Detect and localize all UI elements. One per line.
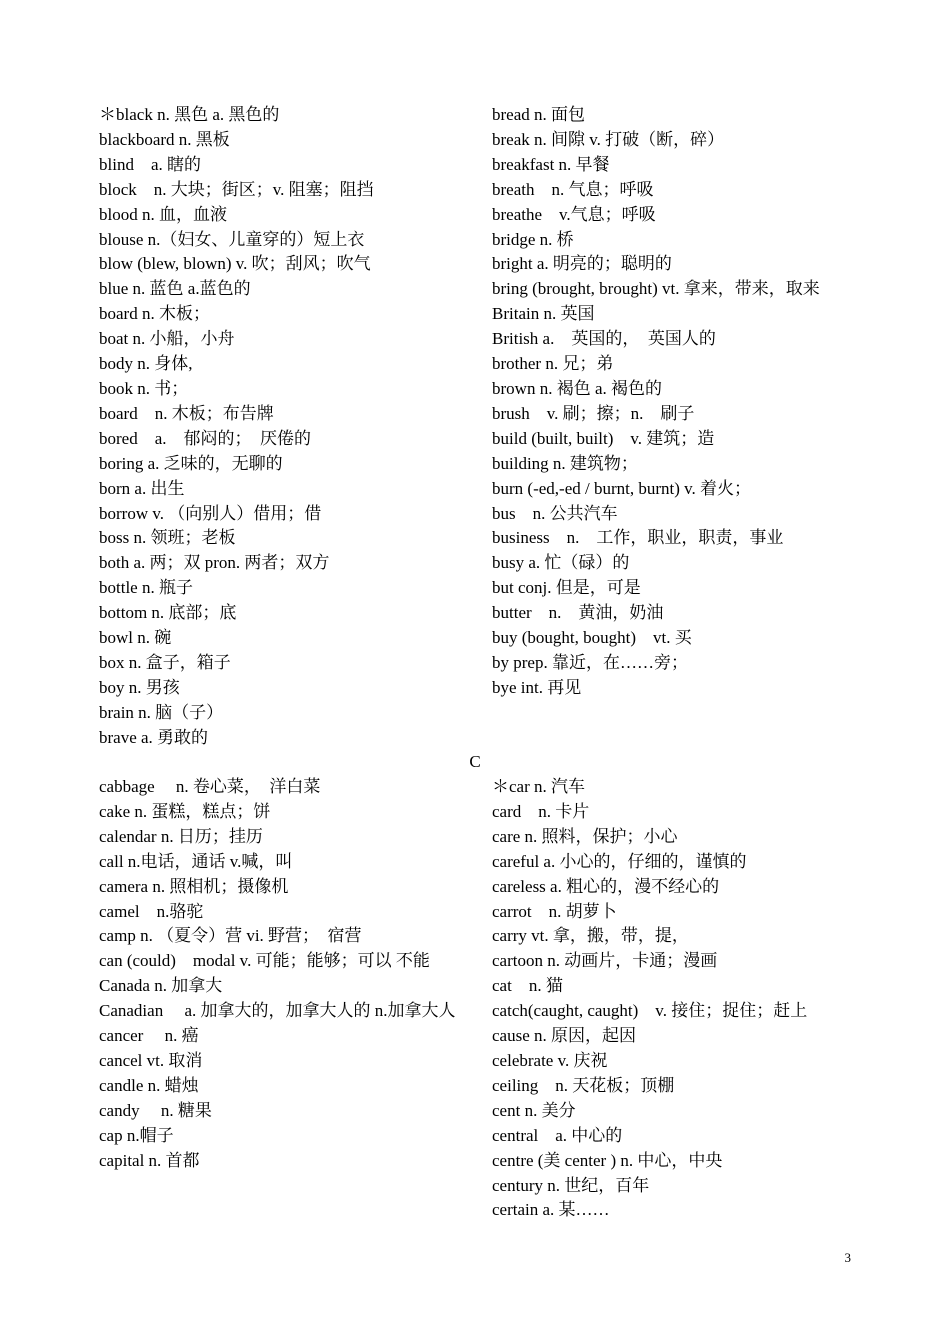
b-words-left-column <box>99 103 461 751</box>
word-entry: but conj. 但是，可是 <box>492 578 641 598</box>
word-entry: borrow v. （向别人）借用；借 <box>99 503 322 523</box>
word-entry: ＊car n. 汽车 <box>492 777 586 796</box>
word-entry: carry vt. 拿，搬，带，提， <box>492 926 689 946</box>
word-entry: blouse n.（妇女、儿童穿的）短上衣 <box>99 229 365 249</box>
word-entry: brave a. 勇敢的 <box>99 727 209 747</box>
word-entry: candle n. 蜡烛 <box>99 1075 199 1095</box>
word-entry: candy n. 糖果 <box>99 1100 212 1120</box>
word-entry: ceiling n. 天花板；顶棚 <box>492 1075 675 1095</box>
word-entry: busy a. 忙（碌）的 <box>492 553 630 573</box>
word-entry: catch(caught, caught) v. 接住；捉住；赶上 <box>492 1001 808 1021</box>
word-entry: bright a. 明亮的；聪明的 <box>492 254 672 274</box>
word-entry: centre (美 center ) n. 中心，中央 <box>492 1150 723 1170</box>
word-entry: celebrate v. 庆祝 <box>492 1050 608 1070</box>
word-entry: careless a. 粗心的，漫不经心的 <box>492 876 720 896</box>
word-entry: bowl n. 碗 <box>99 628 172 648</box>
word-entry: cap n.帽子 <box>99 1125 174 1145</box>
word-entry: brush v. 刷；擦；n. 刷子 <box>492 403 695 423</box>
word-entry: can (could) modal v. 可能；能够；可以 不能 <box>99 951 430 971</box>
word-entry: cat n. 猫 <box>492 976 563 996</box>
word-entry: burn (-ed,-ed / burnt, burnt) v. 着火； <box>492 478 752 498</box>
word-entry: camp n. （夏令）营 vi. 野营； 宿营 <box>99 926 362 946</box>
word-entry: breathe v.气息；呼吸 <box>492 204 656 224</box>
word-entry: camel n.骆驼 <box>99 901 204 921</box>
word-entry: care n. 照料，保护；小心 <box>492 826 678 846</box>
word-entry: brown n. 褐色 a. 褐色的 <box>492 378 662 398</box>
word-entry: century n. 世纪，百年 <box>492 1175 650 1195</box>
word-entry: build (built, built) v. 建筑；造 <box>492 428 715 448</box>
word-entry: business n. 工作，职业，职责，事业 <box>492 528 784 548</box>
word-entry: building n. 建筑物； <box>492 453 638 473</box>
word-entry: cabbage n. 卷心菜， 洋白菜 <box>99 777 321 796</box>
c-words-left-column <box>99 775 461 1174</box>
word-entry: ＊black n. 黑色 a. 黑色的 <box>99 105 280 124</box>
word-entry: box n. 盒子，箱子 <box>99 652 231 672</box>
word-entry: card n. 卡片 <box>492 801 590 821</box>
word-entry: central a. 中心的 <box>492 1125 623 1145</box>
word-entry: brother n. 兄；弟 <box>492 354 614 374</box>
word-entry: Canadian a. 加拿大的，加拿大人的 n.加拿大人 <box>99 1001 456 1021</box>
word-entry: boat n. 小船，小舟 <box>99 329 235 349</box>
section-heading-c: C <box>469 752 481 771</box>
word-entry: capital n. 首都 <box>99 1150 200 1170</box>
word-entry: bridge n. 桥 <box>492 229 574 249</box>
word-entry: boy n. 男孩 <box>99 677 180 697</box>
word-entry: blue n. 蓝色 a.蓝色的 <box>99 279 251 299</box>
word-entry: block n. 大块；街区；v. 阻塞；阻挡 <box>99 179 374 199</box>
word-entry: body n. 身体, <box>99 354 193 374</box>
word-entry: cancer n. 癌 <box>99 1026 199 1046</box>
word-entry: cause n. 原因，起因 <box>492 1026 637 1046</box>
word-entry: board n. 木板；布告牌 <box>99 403 274 423</box>
word-entry: certain a. 某…… <box>492 1200 610 1220</box>
page-number: 3 <box>844 1250 851 1265</box>
word-entry: boss n. 领班；老板 <box>99 528 236 548</box>
word-entry: bye int. 再见 <box>492 677 582 697</box>
word-entry: bread n. 面包 <box>492 105 586 124</box>
word-entry: carrot n. 胡萝卜 <box>492 901 617 921</box>
word-entry: cake n. 蛋糕，糕点；饼 <box>99 801 271 821</box>
word-entry: blood n. 血，血液 <box>99 204 227 224</box>
b-words-right-column <box>492 103 854 701</box>
word-entry: cancel vt. 取消 <box>99 1050 203 1070</box>
word-entry: by prep. 靠近，在……旁； <box>492 652 688 672</box>
word-entry: breakfast n. 早餐 <box>492 154 610 174</box>
word-entry: break n. 间隙 v. 打破（断，碎） <box>492 129 725 149</box>
word-entry: call n.电话，通话 v.喊，叫 <box>99 851 293 871</box>
word-entry: bored a. 郁闷的； 厌倦的 <box>99 428 312 448</box>
word-entry: board n. 木板； <box>99 304 210 324</box>
c-words-right-column <box>492 775 854 1223</box>
word-entry: book n. 书； <box>99 378 189 398</box>
word-entry: buy (bought, bought) vt. 买 <box>492 628 692 648</box>
word-entry: bottle n. 瓶子 <box>99 578 193 598</box>
word-entry: boring a. 乏味的，无聊的 <box>99 453 283 473</box>
word-entry: butter n. 黄油，奶油 <box>492 603 664 623</box>
word-entry: cent n. 美分 <box>492 1100 576 1120</box>
word-entry: cartoon n. 动画片，卡通；漫画 <box>492 951 718 971</box>
word-entry: careful a. 小心的，仔细的，谨慎的 <box>492 851 747 871</box>
word-entry: camera n. 照相机；摄像机 <box>99 876 289 896</box>
word-entry: blind a. 瞎的 <box>99 154 201 174</box>
word-entry: both a. 两；双 pron. 两者；双方 <box>99 553 330 573</box>
word-entry: Canada n. 加拿大 <box>99 976 223 996</box>
word-entry: blackboard n. 黑板 <box>99 129 230 149</box>
word-entry: born a. 出生 <box>99 478 185 498</box>
word-entry: breath n. 气息；呼吸 <box>492 179 654 199</box>
word-entry: bottom n. 底部；底 <box>99 603 237 623</box>
word-entry: blow (blew, blown) v. 吹；刮风；吹气 <box>99 254 371 274</box>
word-entry: calendar n. 日历；挂历 <box>99 826 263 846</box>
word-entry: Britain n. 英国 <box>492 304 595 324</box>
word-entry: bring (brought, brought) vt. 拿来，带来，取来 <box>492 279 820 299</box>
word-entry: bus n. 公共汽车 <box>492 503 618 523</box>
word-entry: British a. 英国的， 英国人的 <box>492 329 716 349</box>
word-entry: brain n. 脑（子） <box>99 702 224 722</box>
